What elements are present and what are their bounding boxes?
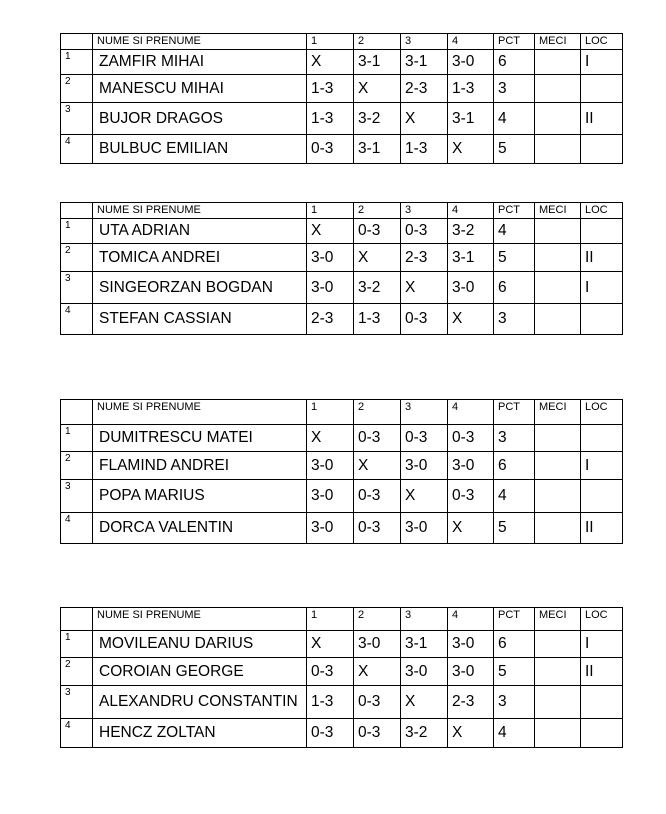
result-vs-1: 3-0	[307, 480, 354, 513]
result-vs-3: X	[401, 103, 448, 135]
header-name-cell: NUME SI PRENUME	[93, 34, 307, 50]
result-vs-1: 0-3	[307, 658, 354, 686]
place	[581, 75, 623, 103]
points: 4	[494, 219, 535, 244]
group-table	[60, 399, 623, 544]
header-row	[61, 608, 623, 631]
table-row	[61, 658, 623, 686]
result-vs-2: 0-3	[354, 480, 401, 513]
player-name: POPA MARIUS	[93, 480, 307, 513]
result-vs-4: X	[448, 513, 494, 544]
player-name: FLAMIND ANDREI	[93, 452, 307, 480]
result-vs-2: X	[354, 244, 401, 272]
result-vs-3: 2-3	[401, 75, 448, 103]
matches	[535, 452, 581, 480]
row-index: 3	[61, 272, 93, 304]
row-index: 1	[61, 50, 93, 75]
player-name: ZAMFIR MIHAI	[93, 50, 307, 75]
header-name-cell: NUME SI PRENUME	[93, 608, 307, 631]
result-vs-1: 0-3	[307, 135, 354, 164]
result-vs-1: X	[307, 50, 354, 75]
place	[581, 686, 623, 719]
header-index-cell	[61, 203, 93, 219]
result-vs-4: 3-0	[448, 631, 494, 658]
header-matches: MECI	[535, 34, 581, 50]
result-vs-1: 2-3	[307, 304, 354, 335]
result-vs-2: 0-3	[354, 513, 401, 544]
points: 3	[494, 304, 535, 335]
header-matches: MECI	[535, 608, 581, 631]
points: 6	[494, 50, 535, 75]
player-name: COROIAN GEORGE	[93, 658, 307, 686]
table-row	[61, 244, 623, 272]
row-index: 2	[61, 658, 93, 686]
header-col-2: 2	[354, 400, 401, 425]
table-row	[61, 135, 623, 164]
table-row	[61, 686, 623, 719]
matches	[535, 135, 581, 164]
result-vs-3: 2-3	[401, 244, 448, 272]
points: 4	[494, 480, 535, 513]
points: 3	[494, 425, 535, 452]
place	[581, 135, 623, 164]
result-vs-2: 0-3	[354, 686, 401, 719]
result-vs-3: 3-0	[401, 452, 448, 480]
header-index-cell	[61, 34, 93, 50]
result-vs-1: 0-3	[307, 719, 354, 748]
result-vs-1: 3-0	[307, 513, 354, 544]
place	[581, 425, 623, 452]
player-name: STEFAN CASSIAN	[93, 304, 307, 335]
result-vs-1: 1-3	[307, 103, 354, 135]
header-col-2: 2	[354, 34, 401, 50]
matches	[535, 50, 581, 75]
result-vs-4: 0-3	[448, 425, 494, 452]
result-vs-2: 0-3	[354, 219, 401, 244]
table-row	[61, 219, 623, 244]
row-index: 3	[61, 686, 93, 719]
player-name: DUMITRESCU MATEI	[93, 425, 307, 452]
table-row	[61, 75, 623, 103]
matches	[535, 103, 581, 135]
header-col-1: 1	[307, 608, 354, 631]
table-row	[61, 719, 623, 748]
result-vs-3: 0-3	[401, 425, 448, 452]
result-vs-4: 2-3	[448, 686, 494, 719]
table-row	[61, 304, 623, 335]
matches	[535, 272, 581, 304]
result-vs-1: 1-3	[307, 686, 354, 719]
result-vs-1: 1-3	[307, 75, 354, 103]
result-vs-2: X	[354, 658, 401, 686]
row-index: 3	[61, 480, 93, 513]
place: II	[581, 513, 623, 544]
player-name: DORCA VALENTIN	[93, 513, 307, 544]
result-vs-2: 0-3	[354, 719, 401, 748]
result-vs-1: X	[307, 631, 354, 658]
table-row	[61, 631, 623, 658]
row-index: 1	[61, 425, 93, 452]
result-vs-2: 3-1	[354, 135, 401, 164]
matches	[535, 75, 581, 103]
points: 6	[494, 631, 535, 658]
matches	[535, 686, 581, 719]
matches	[535, 631, 581, 658]
row-index: 2	[61, 452, 93, 480]
points: 5	[494, 135, 535, 164]
result-vs-1: X	[307, 425, 354, 452]
header-name-cell: NUME SI PRENUME	[93, 400, 307, 425]
row-index: 1	[61, 219, 93, 244]
group-table	[60, 607, 623, 748]
player-name: UTA ADRIAN	[93, 219, 307, 244]
result-vs-2: 3-1	[354, 50, 401, 75]
header-points: PCT	[494, 203, 535, 219]
row-index: 4	[61, 304, 93, 335]
result-vs-4: 3-0	[448, 658, 494, 686]
matches	[535, 658, 581, 686]
place	[581, 219, 623, 244]
result-vs-4: 0-3	[448, 480, 494, 513]
header-col-1: 1	[307, 34, 354, 50]
header-col-3: 3	[401, 400, 448, 425]
place: I	[581, 272, 623, 304]
player-name: BUJOR DRAGOS	[93, 103, 307, 135]
result-vs-1: X	[307, 219, 354, 244]
header-col-3: 3	[401, 34, 448, 50]
result-vs-3: 0-3	[401, 219, 448, 244]
row-index: 4	[61, 135, 93, 164]
result-vs-2: 3-2	[354, 103, 401, 135]
place: II	[581, 658, 623, 686]
header-row	[61, 34, 623, 50]
header-col-3: 3	[401, 203, 448, 219]
table-row	[61, 425, 623, 452]
result-vs-4: 3-0	[448, 452, 494, 480]
result-vs-4: 3-1	[448, 103, 494, 135]
matches	[535, 219, 581, 244]
matches	[535, 513, 581, 544]
result-vs-2: 0-3	[354, 425, 401, 452]
header-col-4: 4	[448, 203, 494, 219]
row-index: 2	[61, 244, 93, 272]
row-index: 4	[61, 513, 93, 544]
result-vs-3: 3-0	[401, 658, 448, 686]
points: 4	[494, 103, 535, 135]
result-vs-3: X	[401, 272, 448, 304]
place: I	[581, 50, 623, 75]
result-vs-1: 3-0	[307, 452, 354, 480]
header-row	[61, 400, 623, 425]
points: 3	[494, 686, 535, 719]
result-vs-1: 3-0	[307, 244, 354, 272]
header-col-4: 4	[448, 400, 494, 425]
header-matches: MECI	[535, 400, 581, 425]
header-col-4: 4	[448, 608, 494, 631]
result-vs-1: 3-0	[307, 272, 354, 304]
row-index: 1	[61, 631, 93, 658]
matches	[535, 425, 581, 452]
header-col-1: 1	[307, 203, 354, 219]
points: 5	[494, 513, 535, 544]
header-col-2: 2	[354, 608, 401, 631]
result-vs-4: 3-1	[448, 244, 494, 272]
place: I	[581, 452, 623, 480]
matches	[535, 480, 581, 513]
points: 4	[494, 719, 535, 748]
points: 5	[494, 658, 535, 686]
header-place: LOC	[581, 203, 623, 219]
result-vs-2: X	[354, 75, 401, 103]
header-points: PCT	[494, 400, 535, 425]
result-vs-4: 3-0	[448, 50, 494, 75]
result-vs-4: 3-0	[448, 272, 494, 304]
table-row	[61, 50, 623, 75]
result-vs-4: X	[448, 135, 494, 164]
points: 6	[494, 272, 535, 304]
result-vs-4: X	[448, 719, 494, 748]
result-vs-3: 1-3	[401, 135, 448, 164]
place	[581, 719, 623, 748]
row-index: 2	[61, 75, 93, 103]
group-table	[60, 202, 623, 335]
player-name: BULBUC EMILIAN	[93, 135, 307, 164]
row-index: 3	[61, 103, 93, 135]
result-vs-2: X	[354, 452, 401, 480]
result-vs-4: X	[448, 304, 494, 335]
header-points: PCT	[494, 608, 535, 631]
player-name: MANESCU MIHAI	[93, 75, 307, 103]
result-vs-3: 3-1	[401, 631, 448, 658]
player-name: TOMICA ANDREI	[93, 244, 307, 272]
matches	[535, 719, 581, 748]
result-vs-2: 3-2	[354, 272, 401, 304]
result-vs-3: 0-3	[401, 304, 448, 335]
result-vs-2: 1-3	[354, 304, 401, 335]
table-row	[61, 103, 623, 135]
table-row	[61, 452, 623, 480]
points: 6	[494, 452, 535, 480]
result-vs-3: 3-1	[401, 50, 448, 75]
place	[581, 304, 623, 335]
table-row	[61, 272, 623, 304]
header-name-cell: NUME SI PRENUME	[93, 203, 307, 219]
result-vs-3: 3-0	[401, 513, 448, 544]
header-index-cell	[61, 608, 93, 631]
header-matches: MECI	[535, 203, 581, 219]
matches	[535, 304, 581, 335]
result-vs-3: X	[401, 686, 448, 719]
points: 5	[494, 244, 535, 272]
header-place: LOC	[581, 400, 623, 425]
table-row	[61, 513, 623, 544]
header-col-2: 2	[354, 203, 401, 219]
place: I	[581, 631, 623, 658]
place: II	[581, 244, 623, 272]
player-name: SINGEORZAN BOGDAN	[93, 272, 307, 304]
header-col-1: 1	[307, 400, 354, 425]
result-vs-3: 3-2	[401, 719, 448, 748]
player-name: HENCZ ZOLTAN	[93, 719, 307, 748]
header-col-4: 4	[448, 34, 494, 50]
matches	[535, 244, 581, 272]
place	[581, 480, 623, 513]
player-name: MOVILEANU DARIUS	[93, 631, 307, 658]
group-table	[60, 33, 623, 164]
header-row	[61, 203, 623, 219]
header-points: PCT	[494, 34, 535, 50]
result-vs-4: 3-2	[448, 219, 494, 244]
row-index: 4	[61, 719, 93, 748]
result-vs-4: 1-3	[448, 75, 494, 103]
header-col-3: 3	[401, 608, 448, 631]
points: 3	[494, 75, 535, 103]
header-place: LOC	[581, 608, 623, 631]
result-vs-3: X	[401, 480, 448, 513]
player-name: ALEXANDRU CONSTANTIN	[93, 686, 307, 719]
table-row	[61, 480, 623, 513]
header-place: LOC	[581, 34, 623, 50]
result-vs-2: 3-0	[354, 631, 401, 658]
header-index-cell	[61, 400, 93, 425]
place: II	[581, 103, 623, 135]
